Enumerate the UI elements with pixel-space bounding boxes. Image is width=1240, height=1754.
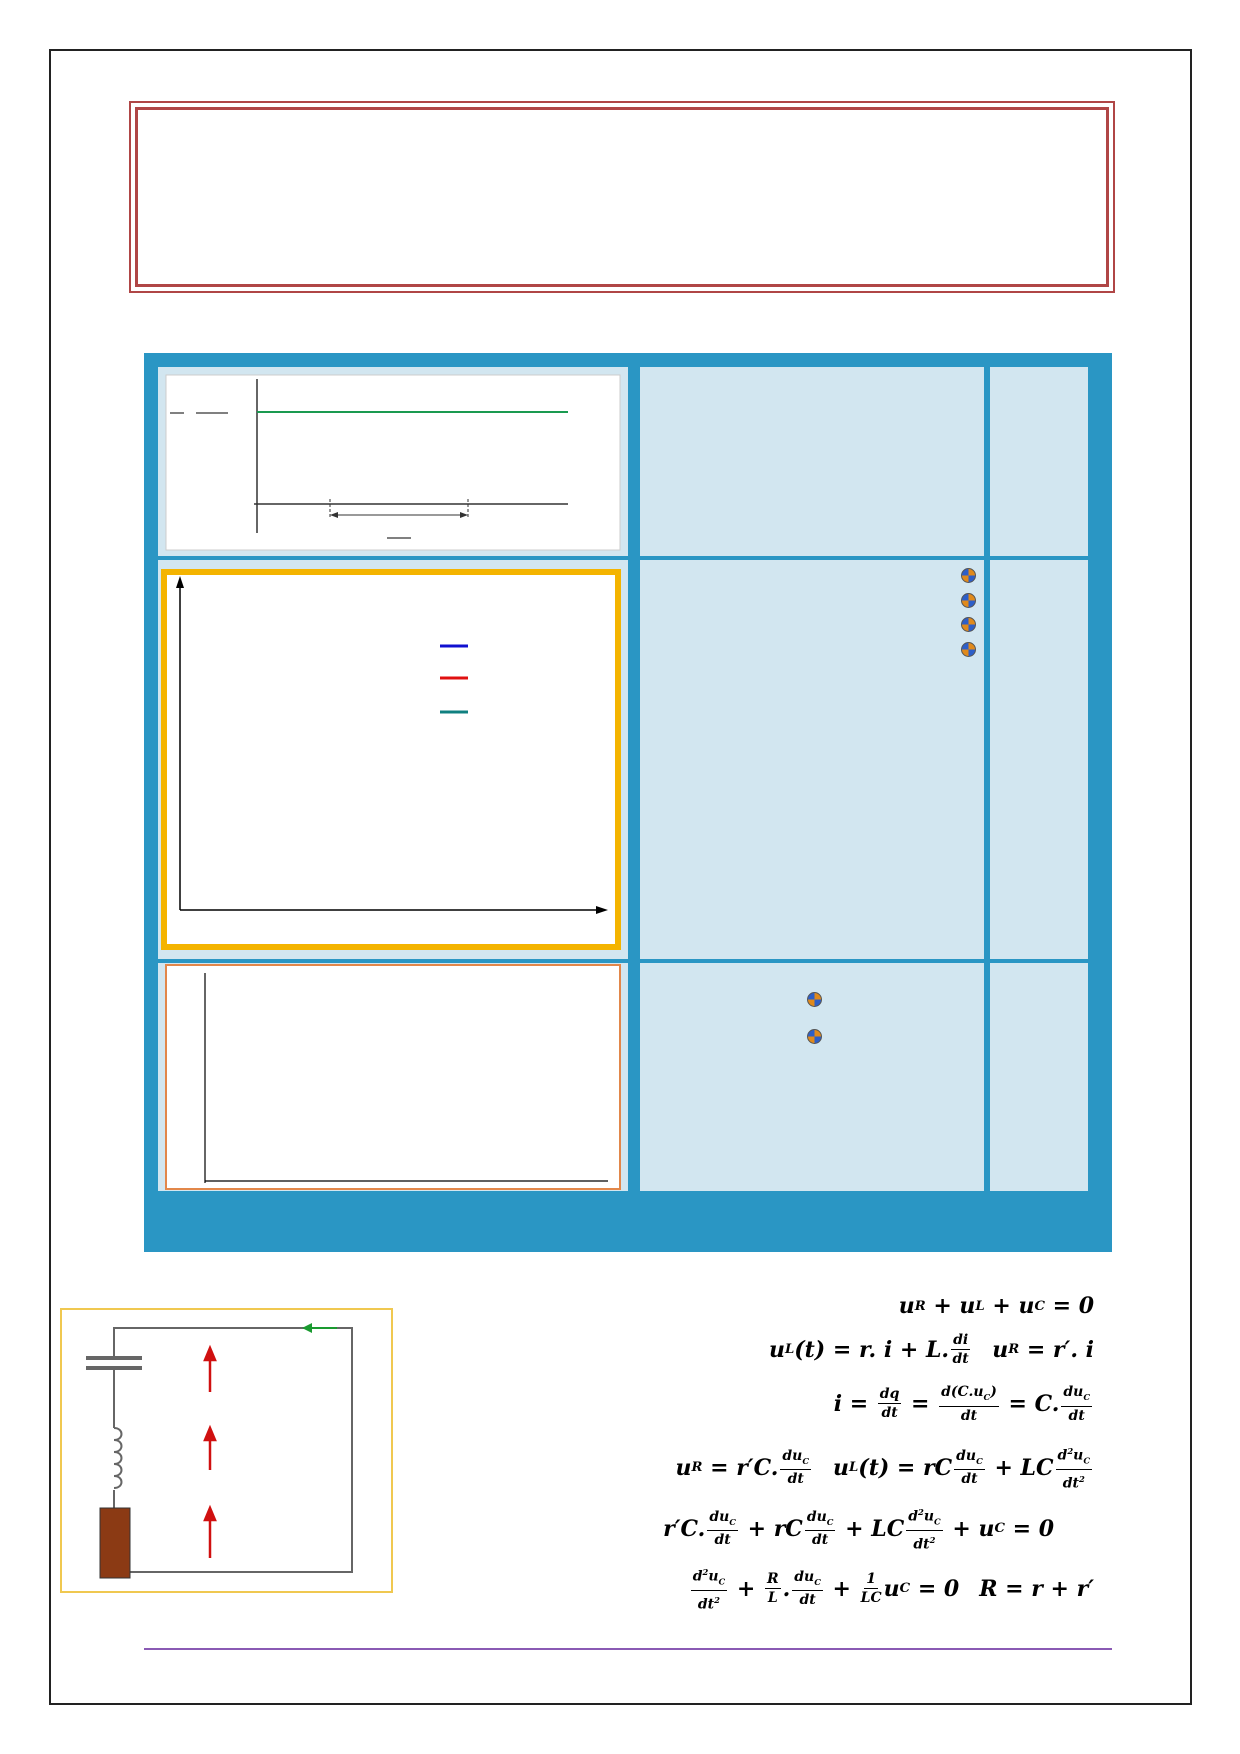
chart-bg (166, 375, 620, 550)
pseudo-description (640, 560, 984, 959)
total-resistance-equation: R = r + r′ (979, 1575, 1094, 1602)
inductor-coil (114, 1428, 122, 1488)
chart-frame (166, 965, 620, 1189)
pseudo-figure (158, 560, 628, 959)
coil-equation: u L (t) = r. i + L. di dt (768, 1332, 969, 1367)
bullet-icon (961, 642, 976, 657)
circuit-wires (114, 1328, 352, 1572)
resistor-block (100, 1508, 130, 1578)
periodic-energy-chart (158, 367, 628, 556)
ohm-equation: u R = r′. i (992, 1336, 1094, 1363)
rlc-circuit-diagram (62, 1310, 395, 1595)
energy-table (144, 353, 1112, 1252)
current-arrow-icon (302, 1323, 312, 1333)
equation-line-6 (689, 1563, 1104, 1614)
aperiodic-bullet-1 (652, 979, 972, 1016)
footer-rule (144, 1648, 1112, 1650)
bullet-icon (961, 617, 976, 632)
equation-line-2 (769, 1331, 1104, 1368)
equation-line-4 (675, 1442, 1104, 1493)
bullet-icon (807, 1029, 822, 1044)
periodic-figure (158, 367, 628, 556)
chart-frame (164, 572, 618, 947)
aperiodic-description (640, 963, 984, 1191)
equation-line-1 (899, 1293, 1104, 1319)
aperiodic-bullet-2 (652, 1016, 972, 1053)
ur-expanded-equation: u R = r′C. $du_C$ dt (675, 1447, 810, 1488)
bullet-icon (807, 992, 822, 1007)
voltage-arrows (205, 1348, 215, 1558)
circuit-figure (60, 1308, 393, 1593)
mode-periodic (990, 367, 1088, 556)
differential-equation: $d^2u_C$ $dt^2$ + R L . $du_C$ dt + 1 LC u C = 0 (689, 1563, 960, 1614)
pseudo-bullet-4 (648, 640, 976, 663)
pseudo-bullet-2 (648, 591, 976, 614)
equation-line-3 (834, 1383, 1104, 1425)
aperiodic-figure (158, 963, 628, 1191)
sum-equation: r′C. $du_C$ dt + rC $du_C$ dt + LC $d^2u_C$ $dt^2$ + u C = 0 (663, 1503, 1054, 1554)
pseudo-bullet-3 (648, 615, 976, 638)
bullet-icon (961, 593, 976, 608)
ul-expanded-equation: u L (t) = rC $du_C$ dt + LC $d^2u_C$ $dt^2$ (833, 1442, 1094, 1493)
pseudo-energy-chart (158, 560, 628, 959)
periodic-description (640, 367, 984, 556)
current-equation: i = dq dt = $d(C.u_C)$ dt = C. $du_C$ dt (833, 1384, 1090, 1424)
equation-line-5 (663, 1503, 1104, 1554)
intro-box (135, 107, 1109, 287)
kirchhoff-equation: u R + u L + u C = 0 (898, 1293, 1094, 1319)
mode-pseudo-periodic (990, 560, 1088, 959)
pseudo-bullet-1 (648, 566, 976, 589)
mode-aperiodic (990, 963, 1088, 1191)
aperiodic-energy-chart (158, 963, 628, 1191)
bullet-icon (961, 568, 976, 583)
